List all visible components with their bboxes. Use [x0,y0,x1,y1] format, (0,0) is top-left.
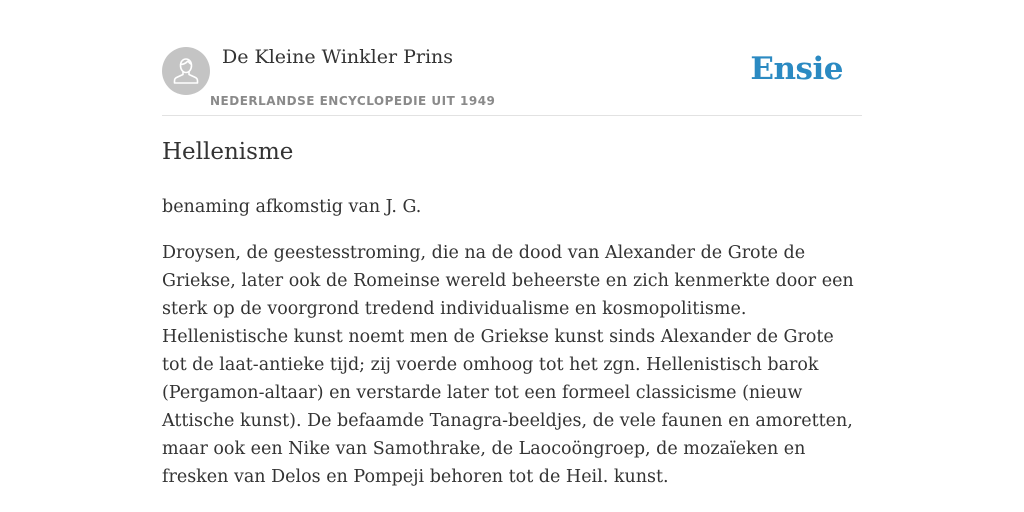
source-header [162,0,862,116]
article-body: Droysen, de geestesstroming, die na de dood van Alexander de Grote de Griekse, later ook de Romeinse wereld beheerste en zich kenmerkte door een sterk op de voorgrond tredend individualisme en kosmopolitisme. Hellenistische kunst noemt men de Griekse kunst sinds Alexander de Grote tot de laat-antieke tijd; zij voerde omhoog tot het zgn. Hellenistisch barok (Pergamon-altaar) en verstarde later tot een formeel classicisme (nieuw Attische kunst). De befaamde Tanagra-beeldjes, de vele faunen en amoretten, maar ook een Nike van Samothrake, de Laocoöngroep, de mozaïeken en fresken van Delos en Pompeji behoren tot de Heil. kunst. [162,243,854,487]
source-title[interactable]: De Kleine Winkler Prins [222,46,454,68]
article-intro: benaming afkomstig van J. G. [162,197,422,217]
user-silhouette-icon [162,47,210,95]
article-title: Hellenisme [162,139,294,165]
source-avatar[interactable] [162,47,210,95]
ensie-logo[interactable]: Ensie [750,51,843,87]
source-subtitle: NEDERLANDSE ENCYCLOPEDIE UIT 1949 [210,94,496,108]
